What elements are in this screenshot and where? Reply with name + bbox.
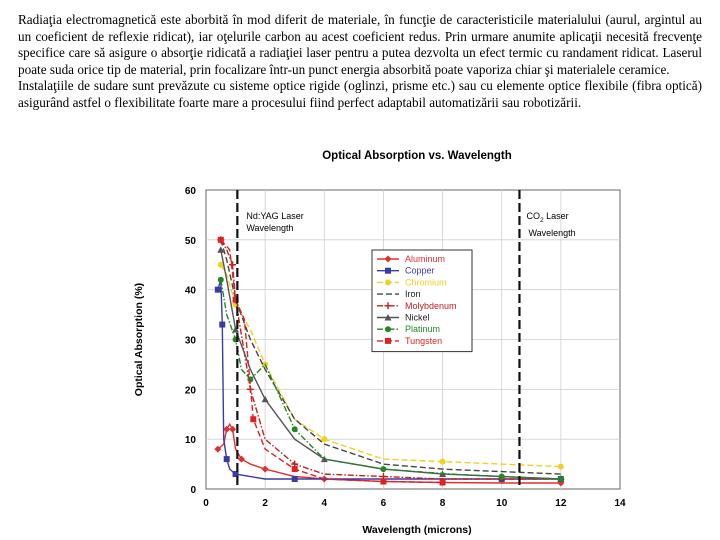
data-point (224, 456, 230, 462)
x-tick-label: 8 (439, 498, 446, 509)
data-point (385, 338, 391, 344)
intro-paragraph-1: Radiaţia electromagnetică este aborbită în mod diferit de materiale, în funcţie de caracteristicile materialului (aurul, argintul au un coeficient de reflexie ridicat), iar oţelurile carbon au acest coeficient redus. Prin urmare anumite aplicaţii necesită frecvenţe specifice care să asigure o absorţie ridicată a radiaţiei laser pentru a putea dezvolta un efect termic cu randament ridicat. Laserul poate suda orice tip de material, prin focalizare într-un punct energia absorbită poate vaporiza chiar şi materialele ceramice. (18, 12, 702, 77)
legend-label: Platinum (405, 324, 441, 335)
x-axis-label: Wavelength (microns) (362, 524, 472, 536)
chart-legend (372, 250, 472, 352)
legend-label: Molybdenum (405, 300, 457, 311)
data-point (440, 459, 446, 465)
data-point (380, 479, 386, 485)
y-tick-label: 50 (184, 235, 196, 247)
legend-label: Iron (405, 289, 421, 300)
data-point (218, 237, 224, 243)
legend-label: Chromium (405, 277, 447, 288)
data-point (218, 277, 224, 283)
chart-title: Optical Absorption vs. Wavelength (322, 150, 512, 162)
y-tick-label: 30 (184, 335, 196, 347)
x-tick-label: 10 (496, 498, 508, 509)
data-point (292, 426, 298, 432)
x-tick-label: 12 (555, 498, 567, 509)
y-tick-label: 0 (190, 485, 196, 496)
x-tick-label: 14 (614, 498, 626, 509)
data-point (385, 268, 391, 274)
data-point (440, 480, 446, 486)
y-tick-label: 20 (184, 385, 196, 397)
y-tick-label: 40 (184, 285, 196, 297)
x-tick-label: 4 (321, 498, 328, 509)
data-point (219, 322, 225, 328)
annotation-label: $CO_2$ Laser (526, 211, 569, 224)
legend-label: Nickel (405, 312, 430, 323)
data-point (558, 464, 564, 470)
data-point (380, 466, 386, 472)
x-tick-label: 2 (262, 498, 268, 509)
x-tick-label: 0 (203, 498, 209, 509)
legend-label: Tungsten (405, 335, 443, 346)
data-point (215, 287, 221, 293)
legend-label: Aluminum (405, 254, 446, 264)
data-point (292, 476, 298, 482)
annotation-label: Nd:YAG Laser (246, 211, 304, 221)
data-point (292, 466, 298, 472)
data-point (321, 436, 327, 442)
intro-paragraph-2: Instalaţiile de sudare sunt prevăzute cu sisteme optice rigide (oglinzi, prisme etc.) sau cu elemente optice flexibile (fibra optică) asigurând astfel o flexibilitate foarte mare a procesului fiind perfect adaptabil automatizării sau robotizării. (18, 78, 702, 110)
y-tick-label: 60 (184, 186, 196, 197)
annotation-label: Wavelength (528, 228, 576, 238)
data-point (385, 326, 391, 332)
data-point (250, 416, 256, 422)
y-tick-label: 10 (184, 435, 196, 447)
y-axis-label: Optical Absorption (%) (133, 282, 145, 397)
data-point (558, 476, 564, 482)
legend-label: Copper (405, 265, 435, 276)
x-tick-label: 6 (380, 498, 387, 509)
annotation-label: Wavelength (246, 223, 294, 233)
data-point (499, 474, 505, 480)
data-point (385, 279, 391, 285)
